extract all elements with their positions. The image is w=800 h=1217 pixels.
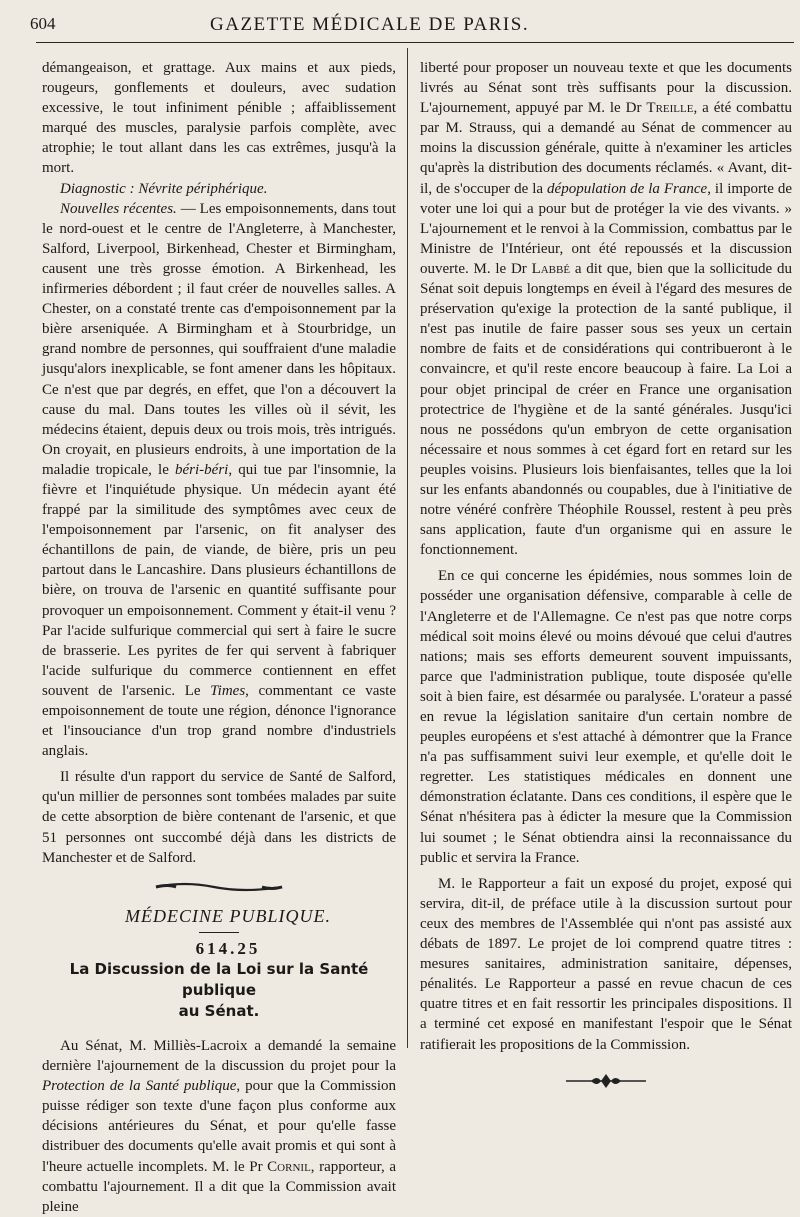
divider-ornament [42,878,396,900]
page-header [0,0,800,40]
diagnostic-line: Diagnostic : Névrite périphérique. [60,180,268,197]
epidemics-paragraph: En ce qui concerne les épidémies, nous sommes loin de posséder une organisation défensive, comparable à celle de l'Angleterre et de l'Allemagne. Ce n'est pas que notre corps médical soit moins élevé ou moins dévoué que celui d'autres nations; mais ses efforts demeurent souvent impuissants, parce que l'administration publique, toute disposée qu'elle soit à bien faire, est désarmée ou paralysée. L'orateur a passé en revue la législation sanitaire d'un certain nombre de peuples européens et s'est attaché à démontrer que la France n'a pas suffisamment suivi leur exemple, et qu'elle doit le regretter. Les statistiques médicales en donnent une démonstration éclatante. Dans ces conditions, il espère que le Sénat n'hésitera pas à édicter la mesure que la Commission lui soumet ; le Sénat obtiendra ainsi la reconnaissance du public et servira la France. [420,568,792,866]
ornament-icon [154,878,284,896]
running-title: GAZETTE MÉDICALE DE PARIS. [210,14,530,35]
article-title: La Discussion de la Loi sur la Santé publique au Sénat. [69,959,369,1020]
end-ornament [420,1071,792,1095]
left-paragraph-continued: démangeaison, et grattage. Aux mains et aux pieds, rougeurs, gonflements et douleurs, avec sudation excessive, le tout infiniment pénible ; affaiblissement marqué des muscles, paralysie parfois complète, avec atrophie; le tout allant dans les cas extrêmes, jusqu'à la mort. [42,60,396,177]
senate-paragraph: Au Sénat, M. Milliès-Lacroix a demandé la semaine dernière l'ajournement de la discussion du projet pour la Protection de la Santé publique, pour que la Commission puisse rédiger son texte d'une façon plus conforme aux décisions antérieures du Sénat, et pour qu'elle fasse distribuer des documents qu'elle avait promis et qui sont à l'heure actuelle incomplets. M. le Pr Cornil, rapporteur, a combattu l'ajournement. Il a dit que la Commission avait pleine [42,1037,397,1215]
classification-number: 614.25 [195,938,261,958]
right-paragraph-continued: liberté pour proposer un nouveau texte et que les documents livrés au Sénat sont très suffisants pour la discussion. L'ajournement, appuyé par M. le Dr Treille, a été combattu par M. Strauss, qui a demandé au Sénat de commencer au moins la discussion générale, quitte à n'examiner les articles qu'après la distribution des documents réclamés. « Avant, dit-il, de s'occuper de la dépopulation de la France, il importe de voter une loi qui a pour but de protéger la vie des vivants. » L'ajournement et le renvoi à la Commission, combattus par le Ministre de l'Intérieur, ont été repoussés et la discussion ouverte. M. le Dr Labbé a dit que, bien que la sollicitude du Sénat soit depuis longtemps en éveil à l'égard des mesures de préservation qu'exige la protection de la santé publique, il n'est pas inutile de faire passer sous ses yeux un certain nombre de faits et de considérations qui contribueront à le convaincre, et qu'il reste encore beaucoup à faire. La Loi a pour objet principal de créer en France une organisation protectrice de l'hygiène et de la santé générales. Jusqu'ici nous ne possédons qu'un embryon de cette organisation nécessaire et nous sommes à cet égard fort en retard sur les peuples voisins. Plusieurs lois bienfaisantes, telles que la loi sur les enfants abandonnés ou coupables, due à l'initiative de notre vénéré confrère Théophile Roussel, restent à peu près sans application, faute d'un organisme qui en assure le fonctionnement. [420,60,792,559]
section-rule [199,932,239,933]
right-column [420,58,792,1095]
page-number: 604 [30,14,56,33]
news-label: Nouvelles récentes. [60,200,177,217]
header-rule [36,42,794,43]
rapporteur-paragraph: M. le Rapporteur a fait un exposé du projet, exposé qui servira, dit-il, de préface utile à la discussion surtout pour ceux des membres de l'Assemblée qui n'ont pas assisté aux débats de 1897. Le projet de loi comprend quatre titres : mesures sanitaires, administration sanitaire, dépenses, pénalités. Le Rapporteur a passé en revue chacun de ces quatre titres et en fait ressortir les principales dispositions. Il a terminé cet exposé en manifestant l'espoir que le Sénat ratifierait les propositions de la Commission. [420,875,792,1053]
fleuron-icon [561,1071,651,1091]
left-column [42,58,396,1217]
news-paragraph: Nouvelles récentes. — Les empoisonnements, dans tout le nord-ouest et le centre de l'Angleterre, à Manchester, Salford, Liverpool, Birkenhead, Chester et Birmingham, causent une très grosse émotion. A Birkenhead, les infirmeries débordent ; il faut créer de nouvelles salles. A Chester, on a constaté trente cas d'empoisonnement par la bière arseniquée. A Birmingham et à Stourbridge, un grand nombre de personnes, qui souffraient d'une maladie jusqu'alors inexplicable, se font amener dans les hôpitaux. Ce n'est que par degrés, en effet, que l'on a découvert la cause du mal. Dans toutes les villes où il sévit, les médecins étaient, depuis deux ou trois mois, très intrigués. On croyait, en plusieurs endroits, à une importation de la maladie tropicale, le béri-béri, qui tue par l'insomnie, la fièvre et l'inquiétude physique. Un médecin ayant été frappé par la similitude des symptômes avec ceux de l'empoisonnement par l'arsenic, on fit analyser des échantillons de pain, de viande, de bière, pris un peu partout dans le Lancashire. Dans plusieurs échantillons de bière, on trouva de l'arsenic en quantité suffisante pour provoquer un empoisonnement. Comment y était-il venu ? Par l'acide sulfurique commercial qui sert à faire le sucre de brasserie. Les pyrites de fer qui servent à fabriquer l'acide sulfurique du commerce contiennent en effet souvent de l'arsenic. Le Times, commentant ce vaste empoisonnement de toute une région, dénonce l'ignorance et l'insouciance d'un trop grand nombre d'industriels anglais. [42,200,397,760]
column-divider [407,48,408,1048]
section-title: MÉDECINE PUBLIQUE. [125,905,331,926]
salford-paragraph: Il résulte d'un rapport du service de Santé de Salford, qu'un millier de personnes sont tombées malades par suite de cette absorption de bière contenant de l'arsenic, et que 51 personnes ont succombé déjà dans les districts de Manchester et de Salford. [42,769,396,866]
